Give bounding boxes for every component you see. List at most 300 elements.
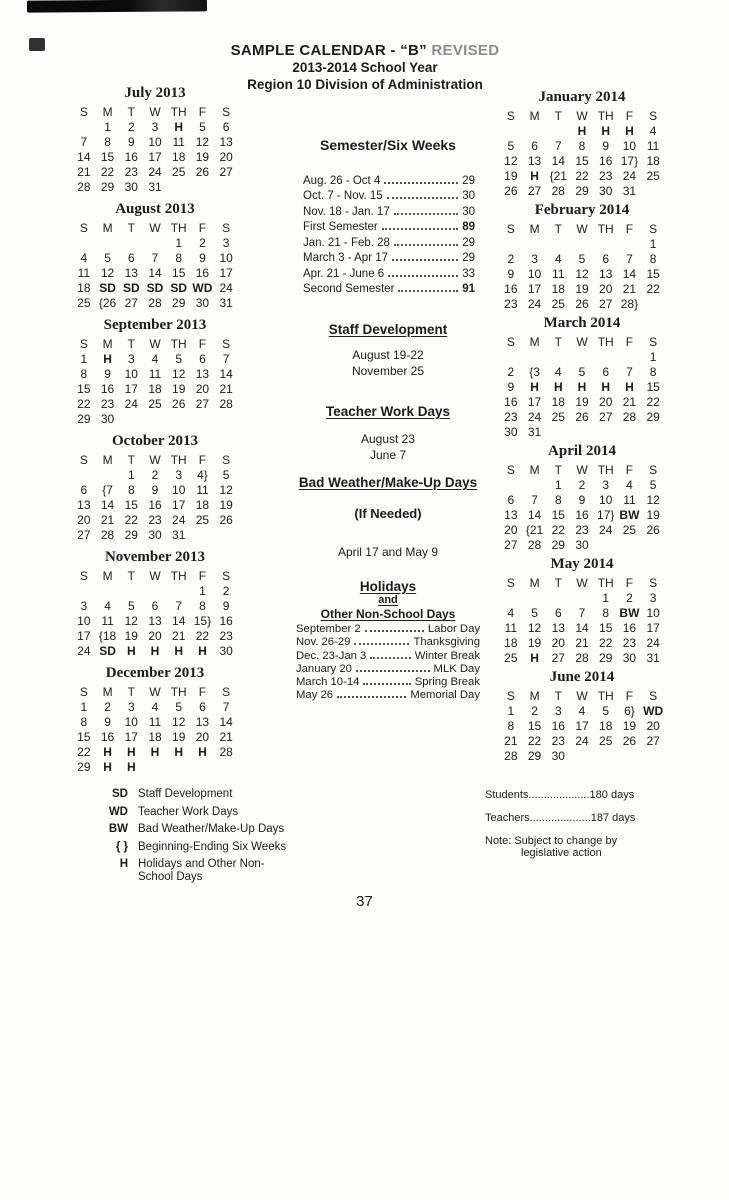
week-row: [499, 395, 665, 410]
day-cell: 9: [199, 251, 206, 265]
semester-second-group: [303, 233, 475, 295]
day-cell: 14: [219, 367, 233, 381]
day-cell: 15: [646, 267, 660, 281]
day-cell: 30: [100, 412, 115, 426]
day-cell: [72, 584, 96, 599]
legend-row: [96, 823, 296, 836]
day-cell: 17: [124, 730, 138, 744]
day-cell: 20: [148, 629, 162, 643]
right-calendar-column: [499, 89, 665, 764]
day-cell: BW: [619, 606, 640, 620]
weekday-label: W: [576, 109, 588, 123]
day-cell: 13: [77, 498, 91, 512]
week-row: [499, 651, 665, 666]
week-row: [499, 591, 665, 606]
week-row: [72, 468, 238, 483]
day-cell: [641, 425, 665, 440]
day-cell: 19: [195, 150, 210, 164]
day-cell: 25: [172, 165, 186, 179]
day-cell: 2: [578, 478, 586, 492]
semester-range: Nov. 18 - Jan. 17: [303, 205, 390, 218]
day-cell: 22: [100, 165, 115, 179]
day-cell: 13: [195, 367, 210, 381]
day-cell: 2: [104, 700, 111, 714]
day-cell: 16: [622, 621, 637, 635]
day-cell: H: [601, 380, 611, 394]
dot-leader: [356, 670, 430, 672]
weekday-header-row: [72, 221, 238, 236]
day-cell: 10: [622, 139, 637, 153]
holiday-name: Labor Day: [427, 623, 480, 636]
day-cell: 8: [649, 252, 657, 266]
day-cell: 15: [172, 266, 186, 280]
weekday-label: M: [529, 222, 540, 236]
day-cell: 9: [222, 599, 230, 613]
day-cell: 31: [622, 184, 637, 198]
week-row: [499, 169, 665, 184]
day-cell: 10: [646, 606, 660, 620]
day-cell: 7: [175, 599, 183, 613]
day-cell: H: [601, 124, 611, 138]
holidays-subtitle: Other Non-School Days: [320, 607, 456, 621]
semester-row: [303, 249, 475, 265]
day-cell: [618, 749, 642, 764]
weekday-header-row: [499, 576, 665, 591]
week-row: [72, 513, 238, 528]
day-cell: 4}: [197, 468, 208, 482]
week-row: [499, 493, 665, 508]
day-cell: 23: [504, 410, 518, 424]
day-cell: 3: [602, 478, 610, 492]
teachers-days-total: Teachers....................187 days: [485, 812, 636, 824]
day-cell: 14: [527, 508, 542, 522]
day-cell: 28: [148, 296, 162, 310]
semester-row: [303, 187, 475, 203]
day-cell: 29: [100, 180, 115, 194]
day-cell: 1: [649, 350, 657, 364]
day-cell: [214, 412, 238, 427]
weekday-header-row: [499, 222, 665, 237]
day-cell: 28}: [620, 297, 639, 311]
day-cell: 17}: [597, 508, 615, 522]
day-cell: [523, 591, 547, 606]
day-cell: H: [198, 745, 207, 759]
note-line-1: Note: Subject to change by: [485, 835, 618, 847]
day-cell: 16: [575, 508, 589, 522]
legend-code: SD: [112, 788, 128, 800]
day-cell: 14: [575, 621, 589, 635]
day-cell: [641, 184, 665, 199]
month-calendar: [72, 201, 238, 311]
day-cell: 8: [199, 599, 206, 613]
week-row: [499, 425, 665, 440]
day-cell: 20: [195, 730, 210, 744]
dot-leader: [392, 259, 458, 261]
day-cell: 27: [527, 184, 542, 198]
day-cell: 11: [77, 266, 91, 280]
weekday-label: F: [625, 335, 634, 349]
holiday-date: September 2: [296, 623, 361, 636]
day-cell: 19: [646, 508, 660, 522]
day-cell: 11: [552, 267, 565, 281]
day-cell: 30: [575, 538, 589, 552]
dot-leader: [337, 696, 406, 698]
legend-code: BW: [108, 823, 128, 835]
week-row: [499, 184, 665, 199]
if-needed-note: (If Needed): [354, 506, 422, 521]
month-title: August 2013: [115, 201, 195, 217]
day-cell: 6: [151, 599, 159, 613]
legend-code: { }: [115, 840, 128, 853]
day-cell: 17: [646, 621, 660, 635]
month-calendar: [499, 315, 665, 440]
day-cell: 28: [100, 528, 115, 542]
day-cell: 10: [124, 367, 138, 381]
day-cell: [499, 350, 523, 365]
weekday-label: W: [576, 689, 588, 703]
day-cell: 20: [599, 282, 613, 296]
day-cell: 2: [199, 236, 206, 250]
staff-development-title: Staff Development: [328, 322, 448, 337]
day-cell: 4: [578, 704, 586, 718]
day-cell: 22: [77, 397, 91, 411]
day-cell: 3: [151, 120, 159, 134]
day-cell: 29: [599, 651, 613, 665]
day-cell: [191, 412, 215, 427]
semester-first-group: [303, 171, 475, 233]
day-cell: 1: [199, 584, 206, 598]
holiday-date: March 10-14: [296, 675, 360, 688]
day-cell: 7: [578, 606, 586, 620]
day-cell: 22: [599, 636, 613, 650]
day-cell: 21: [575, 636, 589, 650]
day-cell: 26: [172, 397, 186, 411]
week-row: [499, 380, 665, 395]
week-row: [499, 523, 665, 538]
day-cell: 30: [504, 425, 518, 439]
semester-row: [303, 264, 475, 280]
month-title: May 2014: [550, 556, 614, 572]
day-cell: 22: [195, 629, 210, 643]
day-cell: 9: [578, 493, 586, 507]
weekday-label: S: [649, 222, 658, 236]
day-cell: 27: [504, 538, 518, 552]
holiday-list: [296, 622, 480, 701]
week-row: [499, 282, 665, 297]
week-row: [72, 599, 238, 614]
day-cell: 7: [531, 493, 538, 507]
semester-range: Oct. 7 - Nov. 15: [303, 190, 383, 203]
day-cell: [618, 538, 642, 553]
day-cell: 9: [151, 483, 159, 497]
day-cell: 17: [77, 629, 91, 643]
day-cell: H: [150, 644, 160, 658]
day-cell: 28: [551, 184, 565, 198]
weekday-label: M: [529, 109, 540, 123]
day-cell: 4: [626, 478, 633, 492]
day-cell: 16: [219, 614, 233, 628]
week-row: [72, 236, 238, 251]
weekday-label: M: [102, 221, 113, 235]
weekday-label: TH: [170, 569, 187, 583]
holiday-name: Winter Break: [414, 649, 480, 662]
day-cell: [167, 180, 191, 195]
day-cell: 15}: [193, 614, 212, 628]
day-cell: 6: [602, 365, 610, 379]
day-cell: 11: [101, 614, 114, 628]
weekday-label: T: [127, 337, 135, 351]
weekday-label: TH: [597, 335, 614, 349]
day-cell: 29: [646, 410, 660, 424]
day-cell: 21: [100, 513, 115, 527]
day-cell: 26: [195, 165, 210, 179]
weekday-label: W: [149, 453, 161, 467]
day-cell: {26: [98, 296, 117, 310]
day-cell: SD: [99, 281, 116, 295]
teacher-work-days-dates: [293, 431, 483, 463]
day-cell: 23: [575, 523, 589, 537]
day-cell: [618, 350, 642, 365]
day-cell: 16: [551, 719, 565, 733]
holiday-name: Spring Break: [414, 675, 480, 688]
day-cell: 9: [602, 139, 610, 153]
day-cell: [570, 350, 594, 365]
holiday-row: [296, 675, 480, 688]
day-cell: [570, 425, 594, 440]
day-cell: 21: [172, 629, 186, 643]
day-cell: 28: [575, 651, 589, 665]
weekday-label: T: [127, 105, 135, 119]
holidays-and: and: [378, 594, 398, 606]
day-cell: 30: [622, 651, 637, 665]
week-row: [72, 251, 238, 266]
day-cell: 28: [219, 397, 233, 411]
weekday-label: T: [554, 335, 562, 349]
day-cell: 7: [626, 252, 633, 266]
date-line: June 7: [369, 448, 407, 462]
day-cell: 1: [127, 468, 135, 482]
holiday-row: [296, 648, 480, 661]
day-cell: 27: [124, 296, 138, 310]
day-cell: 11: [196, 483, 209, 497]
day-cell: 10: [172, 483, 186, 497]
staff-development-dates: [293, 347, 483, 379]
week-row: [72, 367, 238, 382]
day-cell: WD: [643, 704, 664, 718]
day-cell: 12: [575, 267, 589, 281]
day-cell: 23: [551, 734, 565, 748]
day-cell: H: [530, 651, 539, 665]
weekday-label: F: [198, 337, 207, 351]
holidays-title: Holidays: [359, 579, 417, 594]
day-cell: 19: [172, 382, 186, 396]
day-cell: [214, 760, 238, 775]
day-cell: 13: [551, 621, 565, 635]
day-cell: 8: [80, 715, 88, 729]
day-cell: 14: [77, 150, 91, 164]
day-cell: 23: [622, 636, 637, 650]
week-row: [499, 719, 665, 734]
holiday-date: January 20: [296, 662, 352, 675]
weekday-label: S: [222, 105, 231, 119]
week-row: [72, 382, 238, 397]
day-cell: 11: [646, 139, 660, 153]
day-cell: 12: [172, 367, 186, 381]
footer-totals: [485, 789, 655, 859]
weekday-label: M: [529, 576, 540, 590]
day-cell: 8: [554, 493, 562, 507]
day-cell: [546, 124, 570, 139]
day-cell: 1: [649, 237, 657, 251]
day-cell: 14: [551, 154, 565, 168]
day-cell: 21: [77, 165, 91, 179]
day-cell: 26: [219, 513, 233, 527]
month-title: July 2013: [124, 85, 186, 101]
day-cell: [119, 584, 143, 599]
week-row: [72, 498, 238, 513]
week-row: [499, 704, 665, 719]
weekday-label: TH: [170, 337, 187, 351]
legend-description: Holidays and Other Non-School Days: [138, 858, 265, 883]
weekday-label: W: [149, 685, 161, 699]
day-cell: 17}: [620, 154, 639, 168]
weekday-label: TH: [170, 453, 187, 467]
day-cell: 6: [507, 493, 515, 507]
day-cell: 3: [531, 252, 538, 266]
day-cell: 1: [507, 704, 515, 718]
day-cell: 5: [531, 606, 538, 620]
day-cell: 2: [531, 704, 538, 718]
day-cell: 9: [127, 135, 135, 149]
day-cell: 16: [504, 282, 518, 296]
day-cell: 19: [575, 395, 589, 409]
day-cell: 7: [222, 700, 230, 714]
day-cell: {18: [98, 629, 117, 643]
day-cell: H: [577, 124, 587, 138]
day-cell: 22: [551, 523, 565, 537]
day-cell: 2: [151, 468, 159, 482]
day-cell: 15: [77, 382, 91, 396]
day-cell: {3: [529, 365, 540, 379]
semester-range: Aug. 26 - Oct 4: [303, 174, 381, 187]
students-days-total: Students....................180 days: [485, 789, 635, 801]
weekday-label: T: [127, 569, 135, 583]
day-cell: [96, 584, 120, 599]
date-line: August 23: [360, 432, 416, 446]
day-cell: 5: [578, 365, 586, 379]
week-row: [72, 614, 238, 629]
day-cell: 17: [527, 282, 542, 296]
weekday-label: TH: [597, 463, 614, 477]
day-cell: [72, 236, 96, 251]
day-cell: 8: [507, 719, 515, 733]
day-cell: 17: [575, 719, 589, 733]
semester-days: 29: [462, 174, 475, 187]
weekday-label: F: [198, 453, 207, 467]
day-cell: 29: [172, 296, 186, 310]
week-row: [72, 120, 238, 135]
day-cell: 30: [124, 180, 138, 194]
day-cell: 19: [124, 629, 138, 643]
day-cell: 27: [551, 651, 565, 665]
week-row: [72, 760, 238, 775]
day-cell: 27: [599, 297, 613, 311]
day-cell: [594, 749, 618, 764]
weekday-label: F: [625, 689, 634, 703]
holiday-row: [296, 622, 480, 635]
day-cell: 30: [148, 528, 162, 542]
day-cell: 24: [599, 523, 613, 537]
day-cell: 3: [175, 468, 183, 482]
week-row: [72, 135, 238, 150]
day-cell: 8: [127, 483, 135, 497]
weekday-header-row: [499, 463, 665, 478]
day-cell: H: [577, 380, 587, 394]
day-cell: 18: [551, 282, 565, 296]
day-cell: 24: [575, 734, 589, 748]
weekday-label: T: [554, 576, 562, 590]
day-cell: [499, 478, 523, 493]
day-cell: [167, 760, 191, 775]
day-cell: 23: [148, 513, 162, 527]
day-cell: 12: [527, 621, 542, 635]
week-row: [72, 296, 238, 311]
day-cell: 11: [623, 493, 636, 507]
day-cell: 19: [622, 719, 637, 733]
document-title: [180, 42, 550, 59]
holiday-date: May 26: [296, 689, 334, 702]
day-cell: 13: [527, 154, 542, 168]
week-row: [499, 538, 665, 553]
day-cell: 21: [622, 282, 637, 296]
day-cell: 26: [646, 523, 660, 537]
day-cell: 18: [504, 636, 518, 650]
weekday-label: F: [198, 221, 207, 235]
day-cell: 15: [124, 498, 138, 512]
month-calendar: [72, 317, 238, 427]
day-cell: 12: [504, 154, 518, 168]
weekday-label: T: [554, 222, 562, 236]
day-cell: [594, 237, 618, 252]
day-cell: 26: [622, 734, 637, 748]
day-cell: {21: [549, 169, 567, 183]
weekday-header-row: [499, 109, 665, 124]
week-row: [499, 636, 665, 651]
day-cell: [191, 760, 215, 775]
day-cell: 27: [219, 165, 233, 179]
semester-row: [303, 233, 475, 249]
day-cell: [143, 236, 167, 251]
day-cell: [143, 412, 167, 427]
weekday-label: S: [222, 453, 231, 467]
day-cell: 25: [551, 410, 565, 424]
weekday-label: W: [149, 569, 161, 583]
day-cell: 13: [195, 715, 210, 729]
weekday-label: TH: [597, 576, 614, 590]
day-cell: 20: [504, 523, 518, 537]
date-line: November 25: [351, 364, 425, 378]
day-cell: 10: [148, 135, 162, 149]
dot-leader: [354, 643, 409, 645]
legend-code: H: [119, 858, 128, 870]
weekday-label: W: [149, 105, 161, 119]
day-cell: 8: [104, 135, 111, 149]
weekday-label: S: [79, 221, 88, 235]
legend-row: [96, 788, 296, 801]
day-cell: 12: [172, 715, 186, 729]
day-cell: 28: [504, 749, 518, 763]
day-cell: [618, 425, 642, 440]
